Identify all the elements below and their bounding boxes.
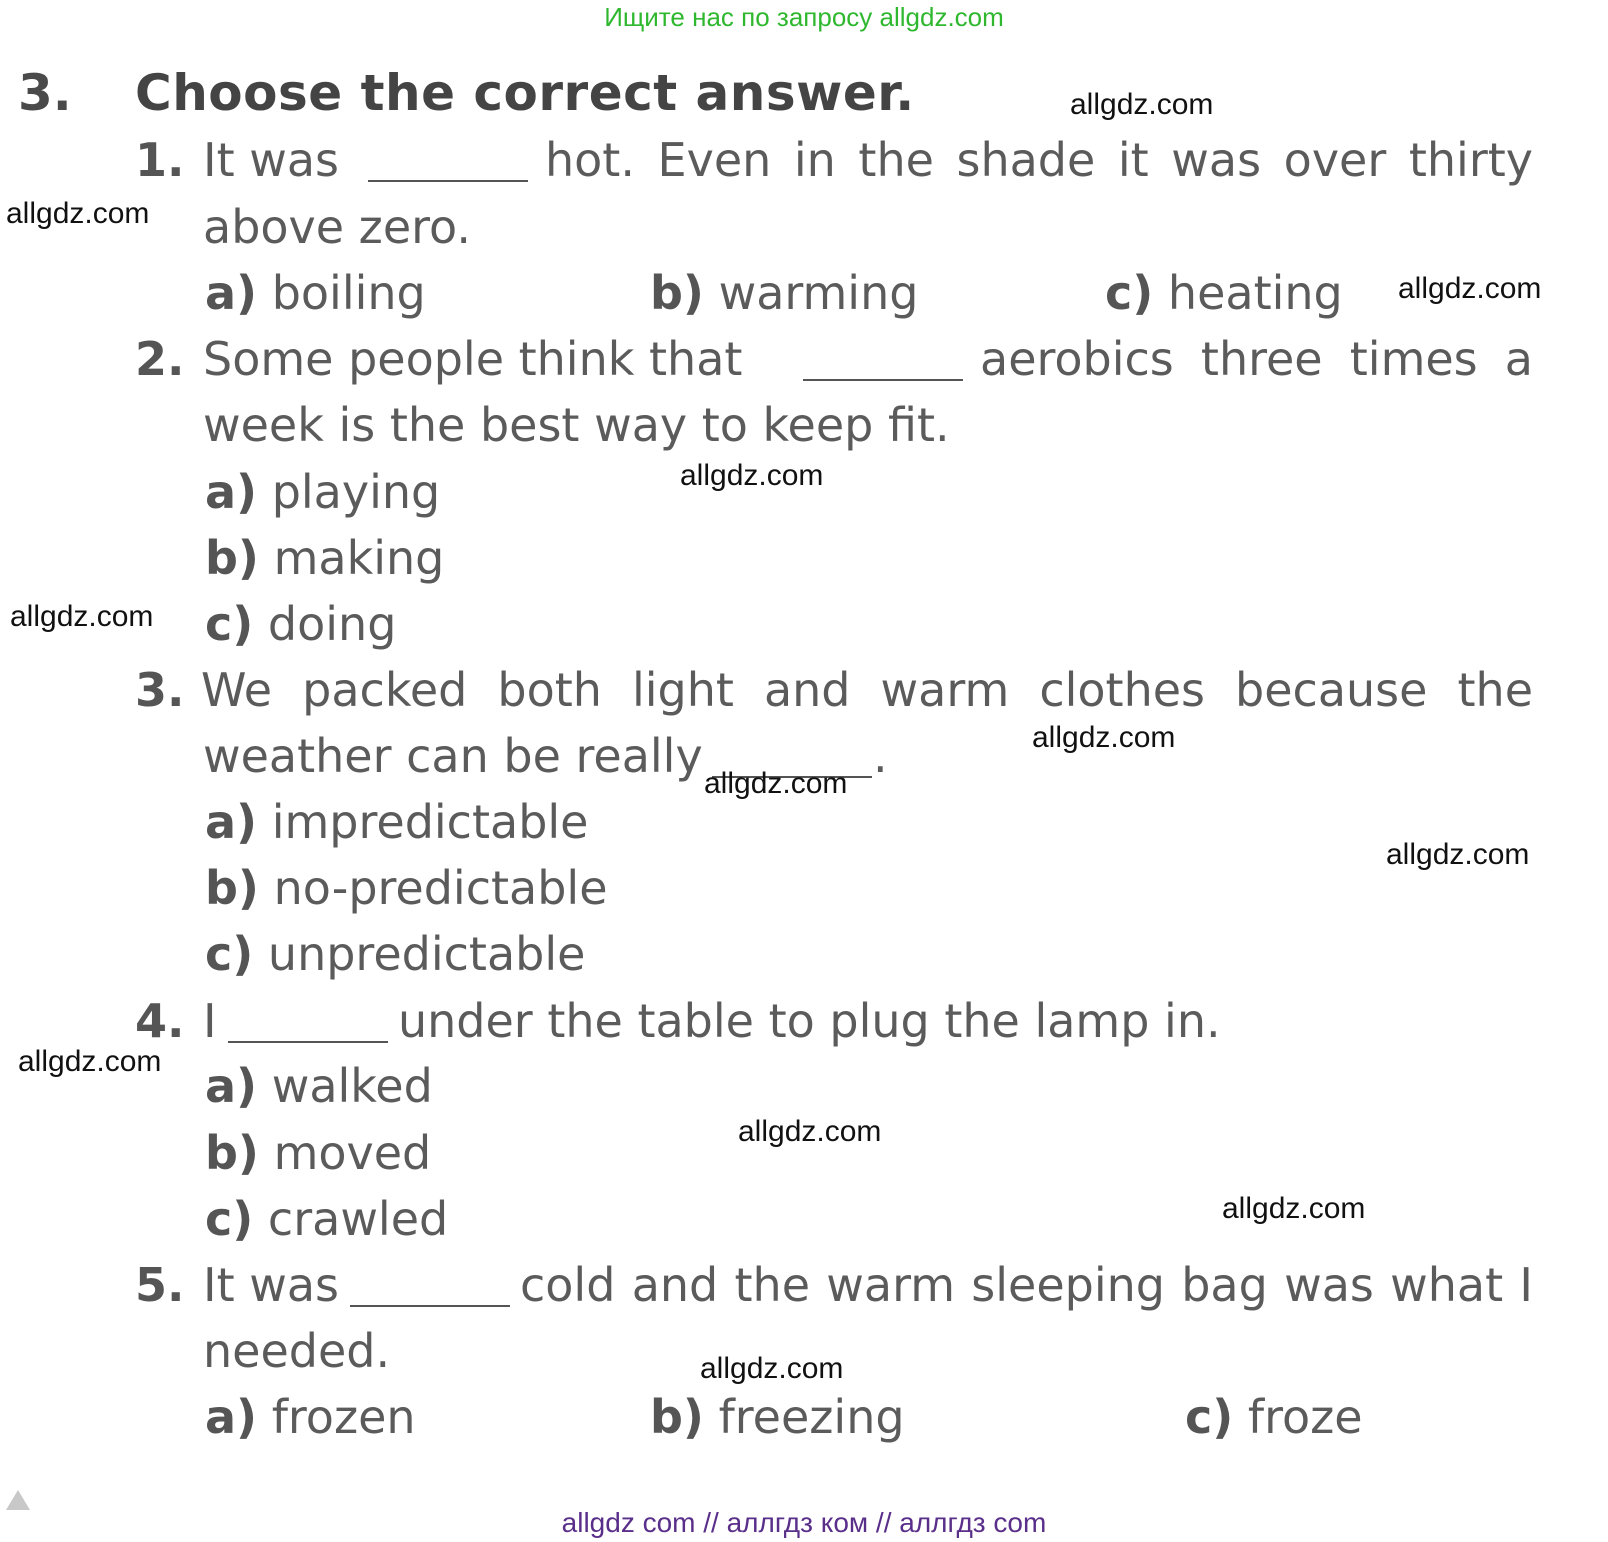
watermark: allgdz.com	[1032, 721, 1176, 754]
question-2-option-b: b) making	[205, 531, 445, 585]
question-4-line-1b: under the table to plug the lamp in.	[398, 994, 1221, 1048]
question-3-period: .	[873, 729, 888, 783]
question-3-option-c: c) unpredictable	[205, 927, 586, 981]
question-1-line-1b: hot. Even in the shade it was over thirty	[545, 133, 1533, 187]
exercise-number: 3.	[18, 64, 72, 122]
question-5-option-b: b) freezing	[650, 1390, 905, 1444]
question-5-option-c: c) froze	[1185, 1390, 1363, 1444]
question-1-option-c: c) heating	[1105, 266, 1343, 320]
question-5-number: 5.	[135, 1258, 185, 1312]
question-2-line-2: week is the best way to keep fit.	[203, 398, 950, 452]
question-1-line-1a: It was	[203, 133, 340, 187]
question-2-option-a: a) playing	[205, 465, 441, 519]
watermark: allgdz.com	[700, 1352, 844, 1385]
question-1-number: 1.	[135, 133, 185, 187]
question-5-line-1a: It was	[203, 1258, 340, 1312]
question-4-line-1a: I	[203, 994, 217, 1048]
question-3-line-2: weather can be really	[203, 729, 703, 783]
top-banner: Ищите нас по запросу allgdz.com	[604, 2, 1004, 32]
question-2-blank	[803, 341, 963, 381]
watermark: allgdz.com	[1398, 272, 1542, 305]
question-4-option-c: c) crawled	[205, 1192, 449, 1246]
watermark: allgdz.com	[680, 459, 824, 492]
watermark: allgdz.com	[10, 600, 154, 633]
question-5-line-2: needed.	[203, 1324, 391, 1378]
question-5-blank	[350, 1267, 510, 1307]
question-2-option-c: c) doing	[205, 597, 397, 651]
watermark: allgdz.com	[704, 767, 848, 800]
question-1-line-2: above zero.	[203, 200, 471, 254]
exercise-title: Choose the correct answer.	[135, 64, 915, 122]
question-3-number: 3.	[135, 663, 185, 717]
watermark: allgdz.com	[18, 1045, 162, 1078]
footer-watermark: allgdz com // аллгдз ком // аллгдз com	[561, 1507, 1047, 1538]
question-4-option-b: b) moved	[205, 1126, 432, 1180]
watermark: allgdz.com	[6, 197, 150, 230]
question-5-option-a: a) frozen	[205, 1390, 416, 1444]
watermark: allgdz.com	[738, 1115, 882, 1148]
question-1-option-b: b) warming	[650, 266, 919, 320]
question-3-option-a: a) impredictable	[205, 795, 589, 849]
question-2-line-1b: aerobics three times a	[980, 332, 1533, 386]
question-4-number: 4.	[135, 994, 185, 1048]
question-5-line-1b: cold and the warm sleeping bag was what I	[520, 1258, 1533, 1312]
watermark: allgdz.com	[1222, 1192, 1366, 1225]
question-4-blank	[228, 1003, 388, 1043]
question-2-number: 2.	[135, 332, 185, 386]
question-2-line-1a: Some people think that	[203, 332, 743, 386]
question-3-line-1: We packed both light and warm clothes because the	[201, 663, 1533, 717]
watermark: allgdz.com	[1386, 838, 1530, 871]
question-1-option-a: a) boiling	[205, 266, 426, 320]
question-3-option-b: b) no-predictable	[205, 861, 608, 915]
question-1-blank	[368, 142, 528, 182]
question-4-option-a: a) walked	[205, 1059, 433, 1113]
watermark: allgdz.com	[1070, 88, 1214, 121]
